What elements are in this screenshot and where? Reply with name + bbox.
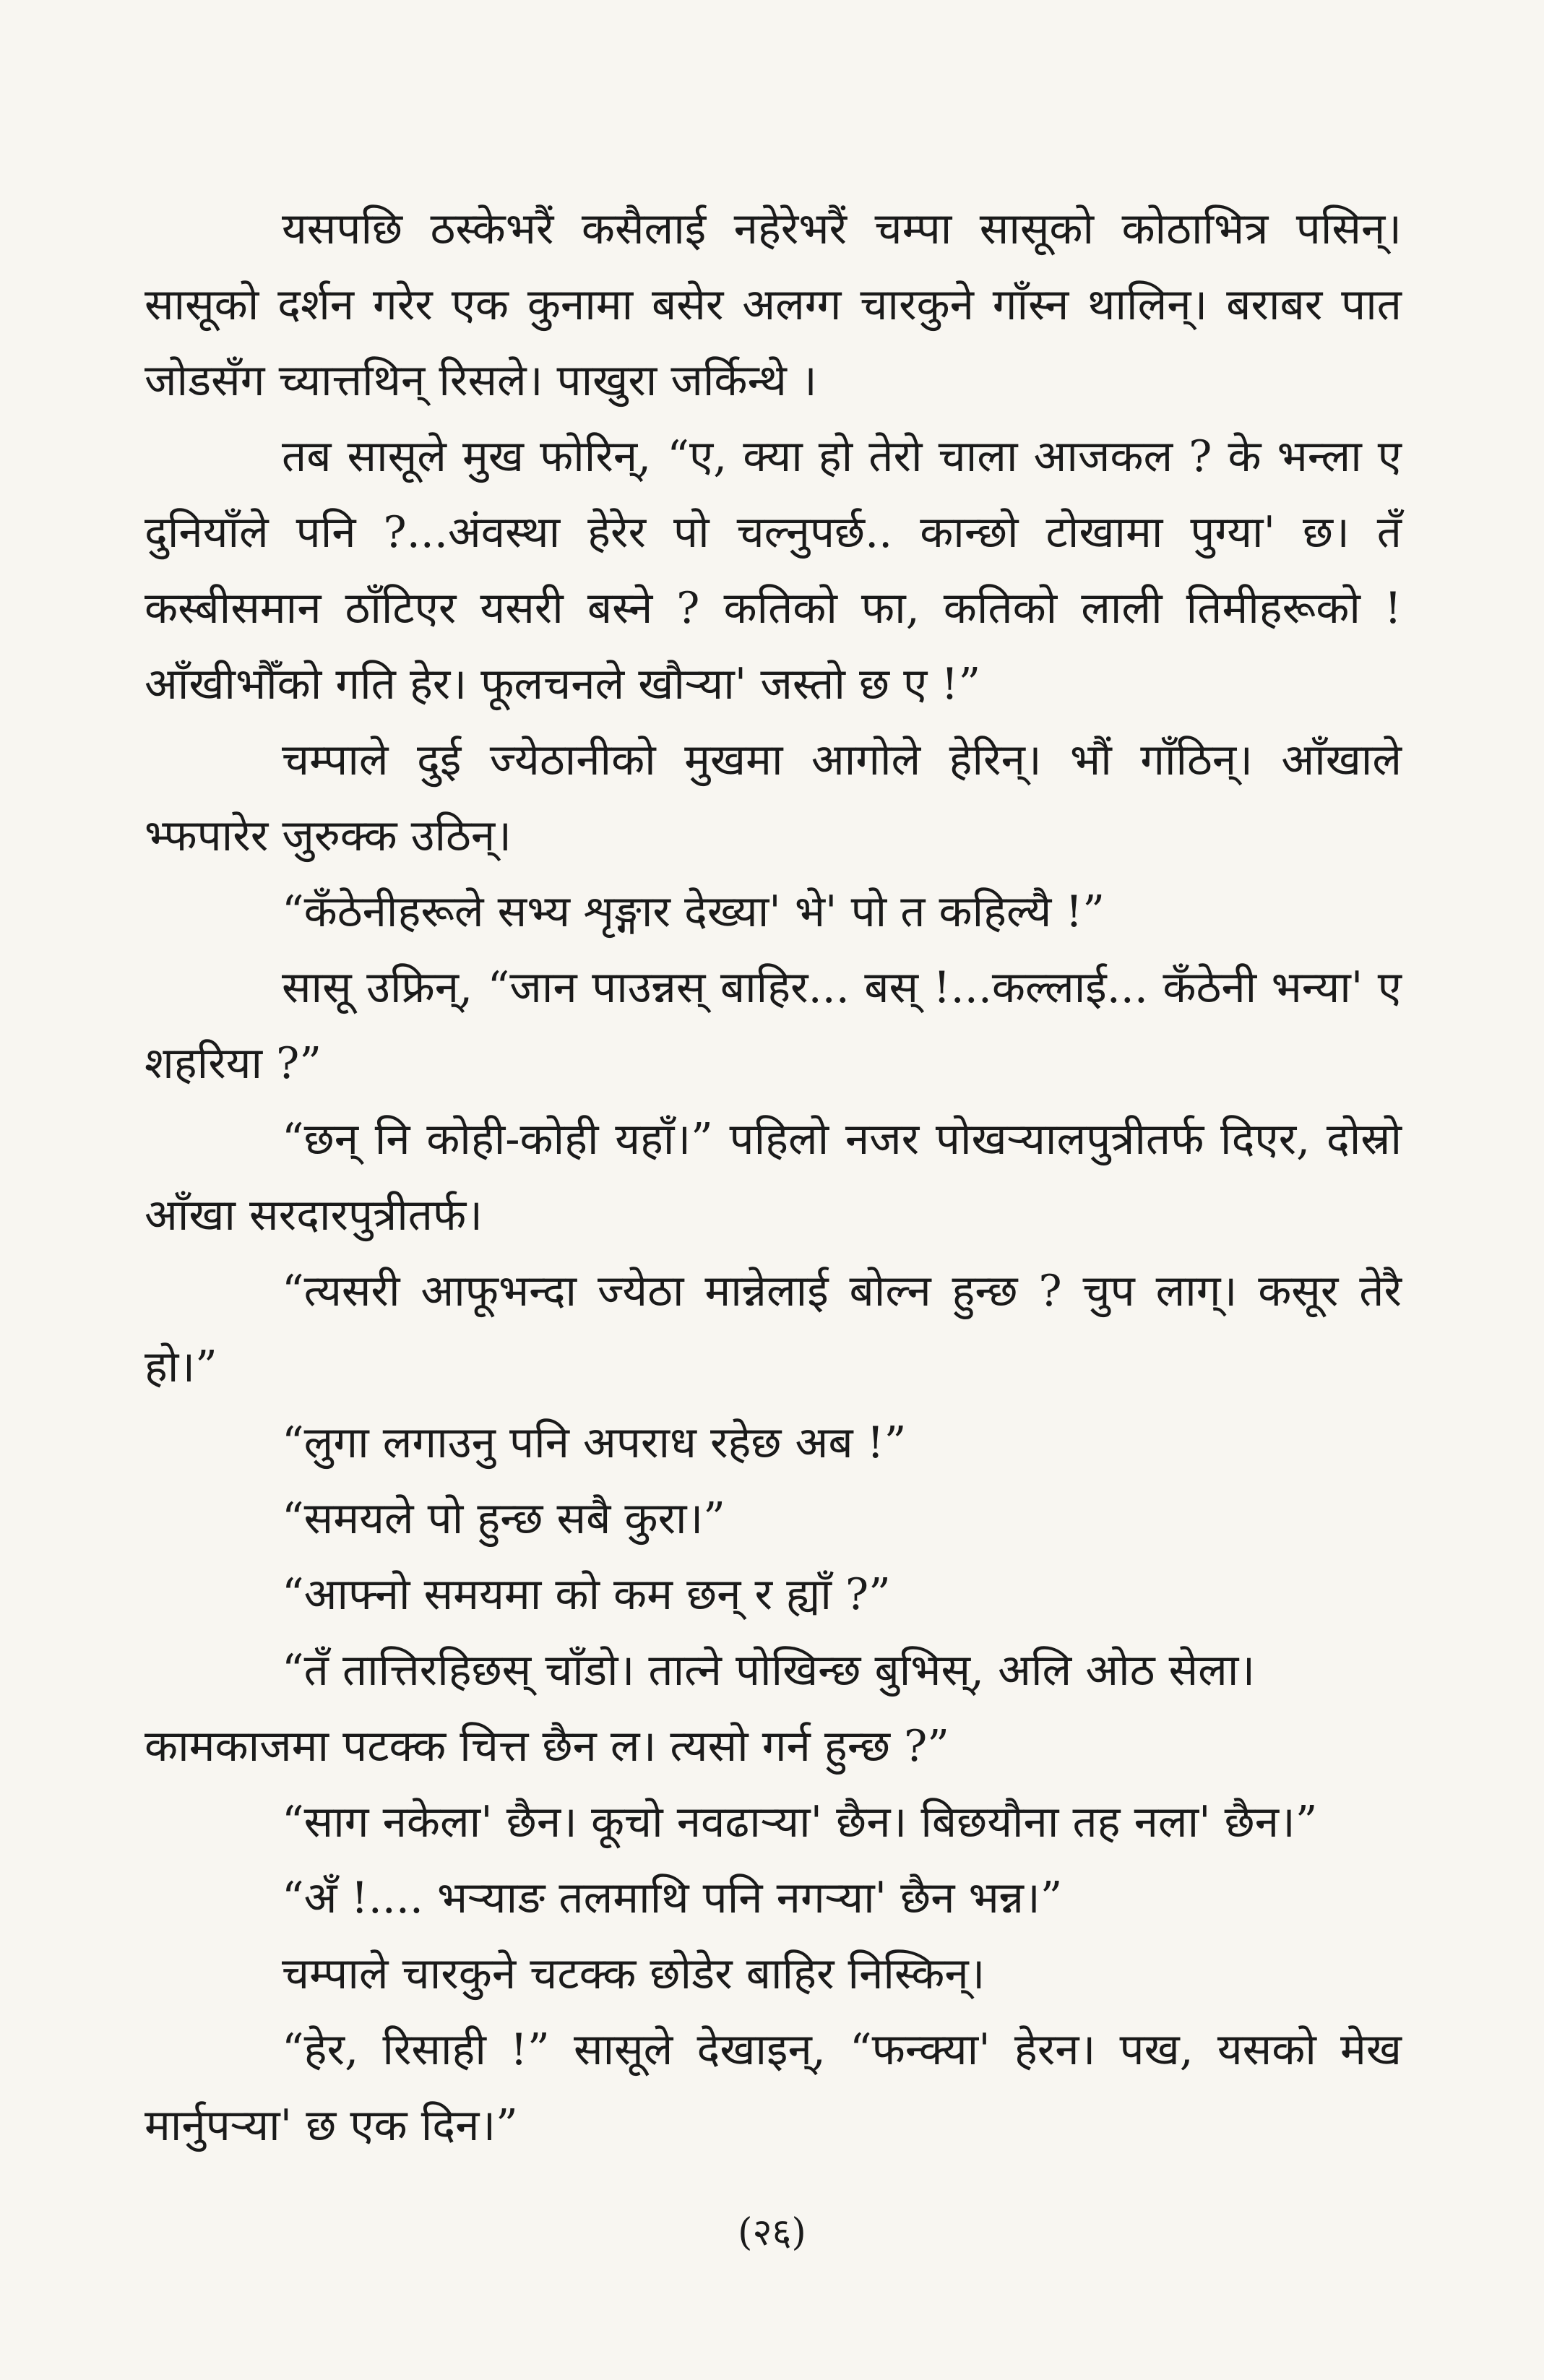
paragraph-10: “आफ्नो समयमा को कम छन् र ह्याँ ?” xyxy=(282,1569,891,1620)
paragraph-12: कामकाजमा पटक्क चित्त छैन ल। त्यसो गर्न हुन्छ ?” xyxy=(145,1721,949,1772)
paragraph-6: “छन् नि कोही-कोही यहाँ।” पहिलो नजर पोखऱ्यालपुत्रीतर्फ दिएर, दोस्रो आँखा सरदारपुत्रीतर्फ। xyxy=(145,1114,1402,1241)
paragraph-2: तब सासूले मुख फोरिन्, “ए, क्या हो तेरो चाला आजकल ? के भन्ला ए दुनियाँले पनि ?...अंवस्था हेरेर पो चल्नुपर्छ.. कान्छो टोखामा पुग्या' छ। तँ कस्बीसमान ठाँटिएर यसरी बस्ने ? कतिको फा, कतिको लाली तिमीहरूको ! आँखीभौँको गति हेर। फूलचनले खौऱ्या' जस्तो छ ए !” xyxy=(145,431,1402,710)
paragraph-8: “लुगा लगाउनु पनि अपराध रहेछ अब !” xyxy=(282,1418,907,1468)
paragraph-15: चम्पाले चारकुने चटक्क छोडेर बाहिर निस्किन्। xyxy=(282,1949,986,1999)
page-number: (२६) xyxy=(738,2211,806,2254)
paragraph-11: “तँ तात्तिरहिछस् चाँडो। तात्ने पोखिन्छ बुभिस्, अलि ओठ सेला। xyxy=(282,1645,1256,1696)
paragraph-5: सासू उफ्रिन्, “जान पाउन्नस् बाहिर... बस् !...कल्लाई... कँठेनी भन्या' ए शहरिया ?” xyxy=(145,962,1402,1089)
paragraph-4: “कँठेनीहरूले सभ्य शृङ्गार देख्या' भे' पो त कहिल्यै !” xyxy=(282,887,1105,937)
paragraph-1: यसपछि ठस्केभरैं कसैलाई नहेरेभरैं चम्पा सासूको कोठाभित्र पसिन्। सासूको दर्शन गरेर एक कुनामा बसेर अलग्ग चारकुने गाँस्न थालिन्। बराबर पात जोडसँग च्यात्तथिन् रिसले। पाखुरा जर्किन्थे । xyxy=(145,204,1402,406)
paragraph-13: “साग नकेला' छैन। कूचो नवढाऱ्या' छैन। बिछयौना तह नला' छैन।” xyxy=(282,1797,1318,1847)
paragraph-3: चम्पाले दुई ज्येठानीको मुखमा आगोले हेरिन्। भौं गाँठिन्। आँखाले भ्फपारेर जुरुक्क उठिन्। xyxy=(145,735,1402,861)
body-text xyxy=(145,191,1402,2164)
paragraph-16: “हेर, रिसाही !” सासूले देखाइन्, “फन्क्या' हेरन। पख, यसको मेख मार्नुपऱ्या' छ एक दिन।” xyxy=(145,2025,1402,2151)
paragraph-7: “त्यसरी आफूभन्दा ज्येठा मान्नेलाई बोल्न हुन्छ ? चुप लाग्। कसूर तेरै हो।” xyxy=(145,1266,1402,1392)
paragraph-9: “समयले पो हुन्छ सबै कुरा।” xyxy=(282,1493,725,1544)
paragraph-14: “अँ !.... भऱ्याङ तलमाथि पनि नगऱ्या' छैन भन्न।” xyxy=(282,1873,1063,1923)
